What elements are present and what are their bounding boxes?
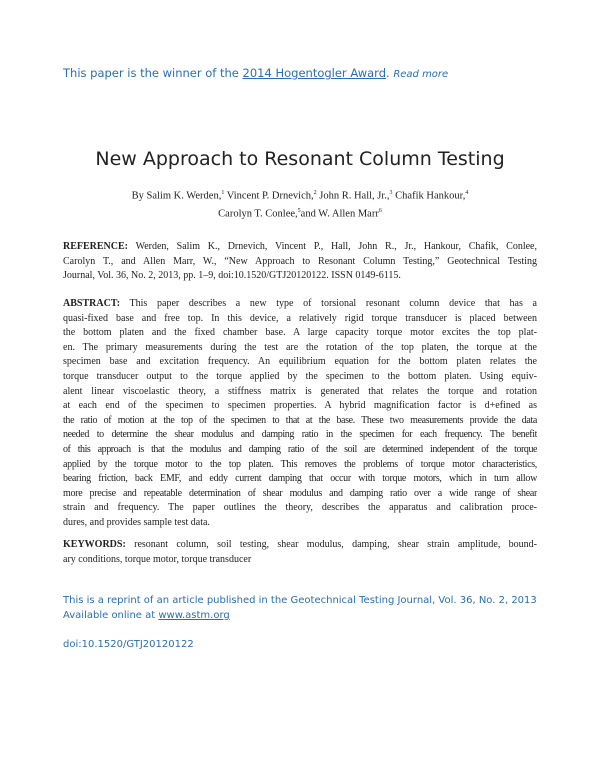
abstract-line: bearing friction, back EMF, and eddy current damping that occur with torque motors, which in turn allow <box>63 473 537 485</box>
abstract-line: quasi-fixed base and free top. In this device, a relatively rigid torque transducer is placed between <box>63 312 537 324</box>
abstract-block <box>63 297 537 531</box>
abstract-line: specimen base and excitation frequency. An equilibrium equation for the bottom platen relates the <box>63 356 537 368</box>
award-banner <box>63 66 448 80</box>
keywords-block <box>63 538 537 567</box>
abstract-line: ABSTRACT: This paper describes a new type of torsional resonant column device that has a <box>63 298 537 309</box>
award-suffix: . <box>386 66 390 80</box>
availability-line: Available online at www.astm.org <box>63 610 230 621</box>
abstract-line: the ratio of motion at the top of the specimen to that at the base. These two measurements provide the data <box>63 414 537 426</box>
abstract-label: ABSTRACT: <box>63 298 121 309</box>
abstract-line: alent linear viscoelastic theory, a stiffness matrix is generated that relates the torque and rotation <box>63 385 537 397</box>
author-list <box>0 186 600 222</box>
abstract-line: dures, and provides sample test data. <box>63 516 210 528</box>
author-line-2: Carolyn T. Conlee,$^5$and W. Allen Marr$^6$ <box>218 208 382 220</box>
keywords-line: ary conditions, torque motor, torque transducer <box>63 553 252 565</box>
astm-link[interactable]: www.astm.org <box>158 610 230 621</box>
paper-title: New Approach to Resonant Column Testing <box>95 148 505 170</box>
reprint-notice <box>63 593 537 623</box>
reference-block <box>63 240 537 284</box>
read-more-link[interactable]: Read more <box>393 69 449 80</box>
abstract-line: more precise and repeatable determination of shear modulus and damping ratio over a wide range of shear <box>63 487 537 499</box>
abstract-line: needed to determine the shear modulus and damping ratio in the specimen for each frequency. The benefit <box>63 429 537 441</box>
doi-text: doi:10.1520/GTJ20120122 <box>63 639 194 650</box>
abstract-line: at each end of the specimen to specimen properties. A hybrid magnification factor is d+efined as <box>63 400 537 412</box>
reprint-line: This is a reprint of an article published in the Geotechnical Testing Journal, Vol. 36, No. 2, 2013 <box>63 595 537 606</box>
abstract-line: the bottom platen and the fixed chamber base. A large capacity torque motor excites the top plat- <box>63 327 537 339</box>
abstract-line: applied by the torque motor to the top platen. This removes the problems of torque motor characteristics, <box>63 458 537 470</box>
keywords-label: KEYWORDS: <box>63 539 126 550</box>
abstract-line: torque transducer output to the torque applied by the specimen to the bottom platen. Using equiv- <box>63 370 537 382</box>
award-prefix: This paper is the winner of the <box>63 66 243 80</box>
abstract-line: of this approach is that the modulus and damping ratio of the soil are determined independent of the torque <box>63 443 537 455</box>
abstract-line: en. The primary measurements during the test are the rotation of the top platen, the torque at the <box>63 341 537 353</box>
hogentogler-award-link[interactable]: 2014 Hogentogler Award <box>242 66 386 80</box>
reference-label: REFERENCE: <box>63 241 129 252</box>
author-line-1: By Salim K. Werden,$^1$ Vincent P. Drnevich,$^2$ John R. Hall, Jr.,$^3$ Chafik Hankour,$^4$ <box>131 190 469 202</box>
reference-line: Journal, Vol. 36, No. 2, 2013, pp. 1–9, doi:10.1520/GTJ20120122. ISSN 0149-6115. <box>63 270 401 282</box>
keywords-line: KEYWORDS: resonant column, soil testing, shear modulus, damping, shear strain amplitude, bound- <box>63 539 537 550</box>
abstract-line: strain and frequency. The paper outlines the theory, describes the apparatus and calibration proce- <box>63 502 537 514</box>
reference-line: Carolyn T., and Allen Marr, W., “New Approach to Resonant Column Testing,” Geotechnical Testing <box>63 255 537 267</box>
reference-line: REFERENCE: Werden, Salim K., Drnevich, Vincent P., Hall, John R., Jr., Hankour, Chafik, Conlee, <box>63 241 537 252</box>
